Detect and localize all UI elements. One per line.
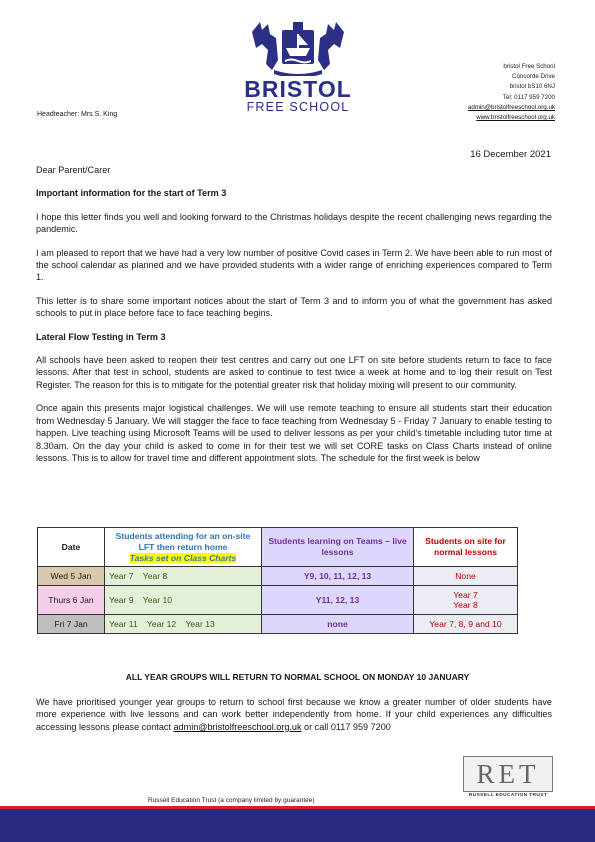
- table-row: [38, 615, 518, 634]
- cell-lft: [105, 586, 262, 615]
- year-label: Year 8: [142, 571, 168, 581]
- letter-body: [36, 164, 552, 475]
- heading: Important information for the start of Term 3: [36, 188, 227, 199]
- contact-email-link[interactable]: admin@bristolfreeschool.org.uk: [173, 721, 302, 732]
- ret-logo-mark: RET: [463, 756, 553, 792]
- closing-paragraph: [36, 696, 552, 733]
- onsite-label: Year 8: [453, 600, 478, 610]
- schedule-table: [37, 527, 518, 634]
- header-date: Date: [38, 528, 105, 567]
- year-label: Year 12: [146, 619, 177, 629]
- ret-logo-caption: RUSSELL EDUCATION TRUST: [468, 793, 548, 798]
- year-label: Year 10: [142, 595, 173, 605]
- cell-lft: [105, 567, 262, 586]
- header-teams: Students learning on Teams – live lessons: [262, 528, 414, 567]
- address-line: bristol Free School: [503, 63, 555, 70]
- address-phone: Tel: 0117 959 7200: [502, 93, 555, 101]
- paragraph: Once again this presents major logistical challenges. We will use remote teaching to ensure all students start their education from Wednesday 5 January. We will stagger the face to face teaching from Wednesday 5 - Friday 7 January to enable testing to happen. Live teaching using Microsoft Teams will be used to deliver lessons as per your child’s timetable including tutor time at 8.30am. On the day your child is asked to come in for their test we will set CORE tasks on Class Charts instead of online lessons. This is to allow for travel time and different appointment slots. The schedule for the first week is below: [36, 403, 552, 463]
- school-name: BRISTOL: [244, 76, 352, 102]
- cell-onsite: [414, 615, 518, 634]
- paragraph: All schools have been asked to reopen their test centres and carry out one LFT on site before students return to face to face lessons. After that test in school, students are asked to continue to test twice a week at home and to log their result on Test Register. The reason for this is to mitigate for the potential greater risk that holiday mixing will present to our community.: [36, 355, 552, 390]
- footer-band: [0, 809, 595, 842]
- return-notice: ALL YEAR GROUPS WILL RETURN TO NORMAL SCHOOL ON MONDAY 10 JANUARY: [125, 672, 470, 682]
- school-address: [468, 62, 555, 123]
- address-line: Concorde Drive: [512, 73, 555, 81]
- cell-teams: Y11, 12, 13: [262, 586, 414, 615]
- header-onsite: Students on site for normal lessons: [414, 528, 518, 567]
- onsite-label: Year 7: [453, 590, 478, 600]
- cell-onsite: [414, 586, 518, 615]
- table-header-row: [38, 528, 518, 567]
- closing-text: We have prioritised younger year groups to return to school first because we know a greater number of older students have more experience with live lessons and can work better independently from home. If your child experiences any difficulties accessing lessons please contact: [36, 697, 552, 732]
- closing-tail: or call 0117 959 7200: [304, 721, 391, 732]
- year-label: Year 13: [185, 619, 215, 629]
- paragraph: I am pleased to report that we have had a very low number of positive Covid cases in Term 2. We have been able to run most of the school calendar as planned and we have provided students with a wider range of enriching experiences compared to Term 1.: [36, 247, 552, 283]
- header-lft: [105, 528, 262, 567]
- crest-icon: [246, 20, 350, 76]
- onsite-label: None: [455, 571, 476, 581]
- header-lft-label: Students attending for an on-site LFT then return home: [115, 530, 251, 552]
- ret-logo: [463, 756, 553, 802]
- cell-date: Thurs 6 Jan: [38, 586, 105, 615]
- year-label: Year 9: [109, 595, 134, 605]
- cell-onsite: [414, 567, 518, 586]
- cell-date: Fri 7 Jan: [38, 615, 105, 634]
- letter-date: 16 December 2021: [470, 149, 551, 160]
- year-label: Year 7: [109, 571, 134, 581]
- cell-lft: [105, 615, 262, 634]
- year-label: Year 11: [109, 619, 138, 629]
- table-row: [38, 586, 518, 615]
- address-email-link[interactable]: admin@bristolfreeschool.org.uk: [467, 103, 555, 111]
- school-logo: [238, 20, 358, 112]
- headteacher: Headteacher: Mrs S. King: [37, 111, 118, 118]
- school-name-subtitle: FREE SCHOOL: [246, 100, 350, 114]
- onsite-label: Year 7, 8, 9 and 10: [429, 619, 502, 629]
- footer-text: Russell Education Trust (a company limited by guarantee): [148, 797, 315, 804]
- address-line: bristol bS10 6NJ: [509, 83, 555, 91]
- salutation: Dear Parent/Carer: [36, 165, 111, 175]
- cell-teams: Y9, 10, 11, 12, 13: [262, 567, 414, 586]
- paragraph: This letter is to share some important notices about the start of Term 3 and to inform you of what the government has asked schools to put in place before face to face teaching begins.: [36, 295, 552, 319]
- table-row: [38, 567, 518, 586]
- cell-date: Wed 5 Jan: [38, 567, 105, 586]
- address-website-link[interactable]: www.bristolfreeschool.org.uk: [476, 114, 555, 122]
- heading: Lateral Flow Testing in Term 3: [36, 331, 166, 342]
- paragraph: I hope this letter finds you well and looking forward to the Christmas holidays despite the recent challenging news regarding the pandemic.: [36, 211, 552, 235]
- cell-teams: none: [262, 615, 414, 634]
- header-lft-note: Tasks set on Class Charts: [129, 552, 237, 563]
